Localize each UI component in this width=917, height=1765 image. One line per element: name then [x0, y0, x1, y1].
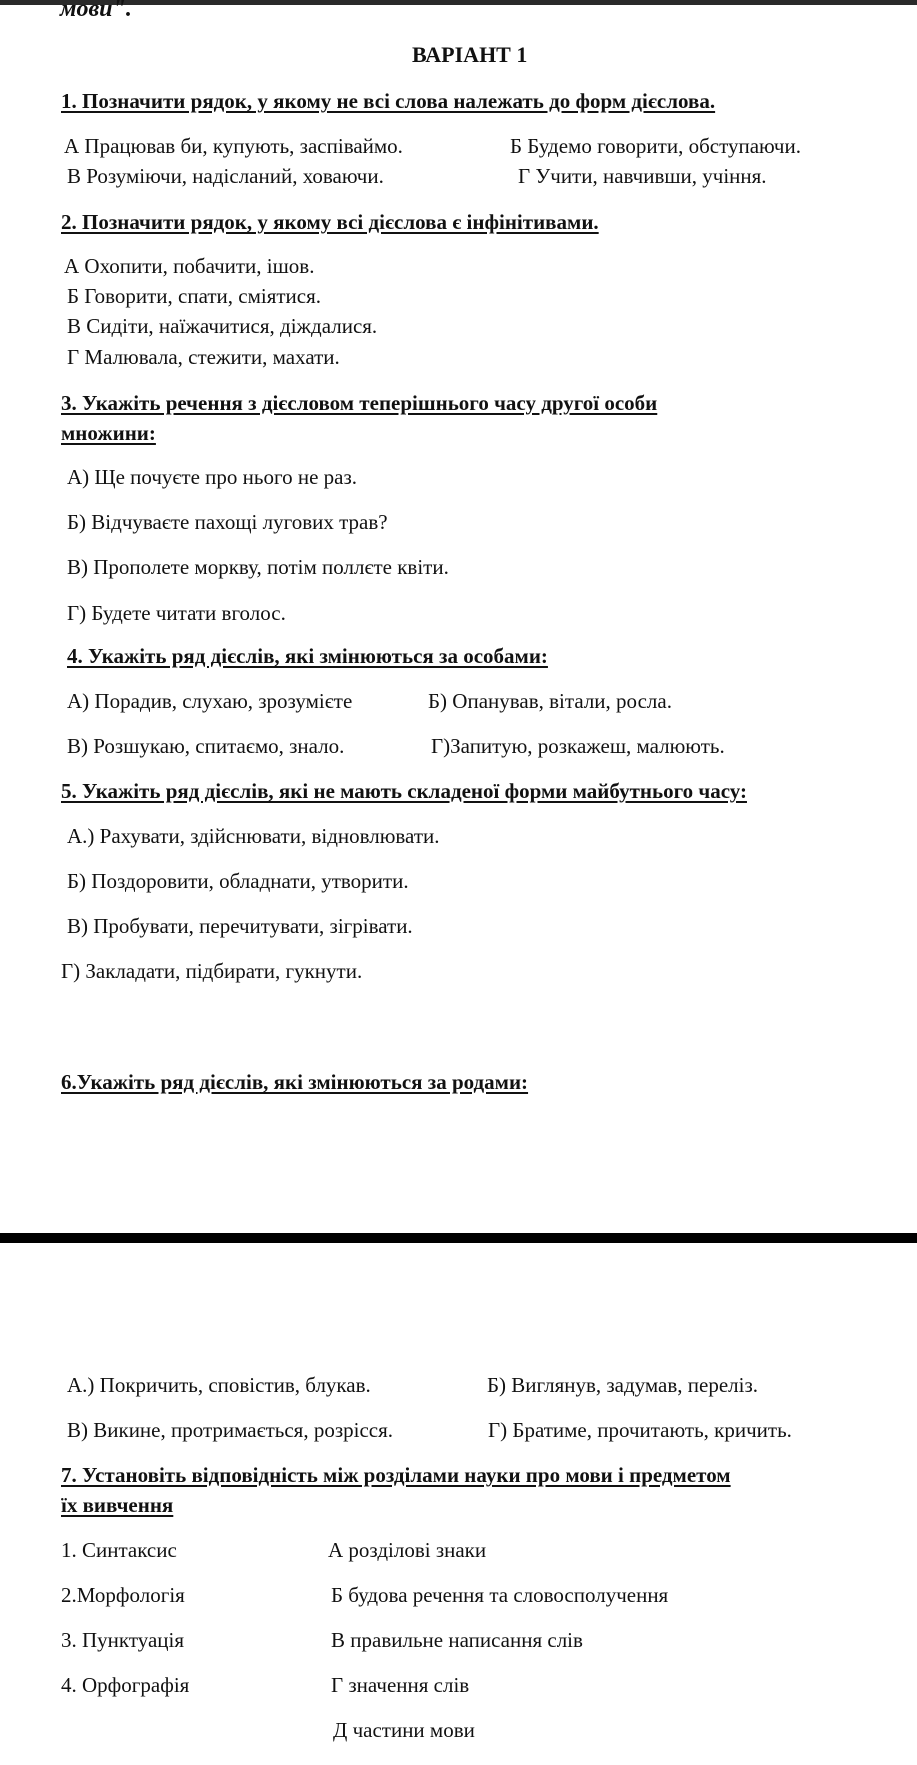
q7-left-item: 4. Орфографія	[61, 1673, 190, 1697]
question-3-title-line-2: множини:	[61, 421, 156, 445]
question-2-option-b: Б Говорити, спати, сміятися.	[67, 284, 322, 308]
question-1-title: 1. Позначити рядок, у якому не всі слова належать до форм дієслова.	[61, 89, 716, 113]
question-6-option-b: Б) Виглянув, задумав, переліз.	[487, 1373, 759, 1397]
question-1-option-b: Б Будемо говорити, обступаючи.	[510, 134, 801, 158]
question-5-option-b: Б) Поздоровити, обладнати, утворити.	[67, 869, 409, 893]
question-3-option-c: В) Прополете моркву, потім поллєте квіти.	[67, 555, 449, 579]
question-5-option-a: А.) Рахувати, здійснювати, відновлювати.	[67, 824, 440, 848]
variant-title: ВАРІАНТ 1	[412, 42, 528, 67]
q7-left-item: 3. Пунктуація	[61, 1628, 185, 1652]
question-4-option-d: Г)Запитую, розкажеш, малюють.	[431, 734, 725, 758]
question-4-option-c: В) Розшукаю, спитаємо, знало.	[67, 734, 345, 758]
q7-left-item: 2.Морфологія	[61, 1583, 185, 1607]
q7-right-item: Д частини мови	[333, 1718, 475, 1742]
question-4-title: 4. Укажіть ряд дієслів, які змінюються за особами:	[67, 644, 548, 668]
question-2-option-c: В Сидіти, наїжачитися, діждалися.	[67, 314, 378, 338]
question-5-option-c: В) Пробувати, перечитувати, зігрівати.	[67, 914, 413, 938]
question-2-option-d: Г Малювала, стежити, махати.	[67, 345, 340, 369]
top-edge-bar	[0, 0, 917, 5]
question-7-title-line-1: 7. Установіть відповідність між розділами науки про мови і предметом	[61, 1463, 731, 1487]
question-3-option-a: А) Ще почуєте про нього не раз.	[67, 465, 358, 489]
cut-off-header: мови".	[60, 0, 132, 22]
page-divider	[0, 1233, 917, 1243]
question-5-option-d: Г) Закладати, підбирати, гукнути.	[61, 959, 363, 983]
question-2-option-a: А Охопити, побачити, ішов.	[64, 254, 315, 278]
question-1-option-c: В Розуміючи, надісланий, ховаючи.	[67, 164, 384, 188]
question-6-option-c: В) Викине, протримається, розрісся.	[67, 1418, 394, 1442]
question-4-option-a: А) Порадив, слухаю, зрозумієте	[67, 689, 353, 713]
question-7-title-line-2: їх вивчення	[61, 1493, 174, 1517]
q7-right-item: Б будова речення та словосполучення	[331, 1583, 669, 1607]
question-6-title: 6.Укажіть ряд дієслів, які змінюються за родами:	[61, 1070, 529, 1094]
question-4-option-b: Б) Опанував, вітали, росла.	[428, 689, 672, 713]
question-1-option-a: А Працював би, купують, заспіваймо.	[64, 134, 403, 158]
question-3-title-line-1: 3. Укажіть речення з дієсловом теперішнього часу другої особи	[61, 391, 658, 415]
question-6-option-d: Г) Братиме, прочитають, кричить.	[488, 1418, 792, 1442]
q7-right-item: В правильне написання слів	[331, 1628, 583, 1652]
q7-left-item: 1. Синтаксис	[61, 1538, 177, 1562]
q7-right-item: Г значення слів	[331, 1673, 470, 1697]
question-5-title: 5. Укажіть ряд дієслів, які не мають складеної форми майбутнього часу:	[61, 779, 747, 803]
question-6-option-a: А.) Покричить, сповістив, блукав.	[67, 1373, 371, 1397]
q7-right-item: А розділові знаки	[328, 1538, 487, 1562]
question-3-option-b: Б) Відчуваєте пахощі лугових трав?	[67, 510, 388, 534]
question-3-option-d: Г) Будете читати вголос.	[67, 601, 286, 625]
question-2-title: 2. Позначити рядок, у якому всі дієслова є інфінітивами.	[61, 210, 599, 234]
question-1-option-d: Г Учити, навчивши, учіння.	[518, 164, 767, 188]
